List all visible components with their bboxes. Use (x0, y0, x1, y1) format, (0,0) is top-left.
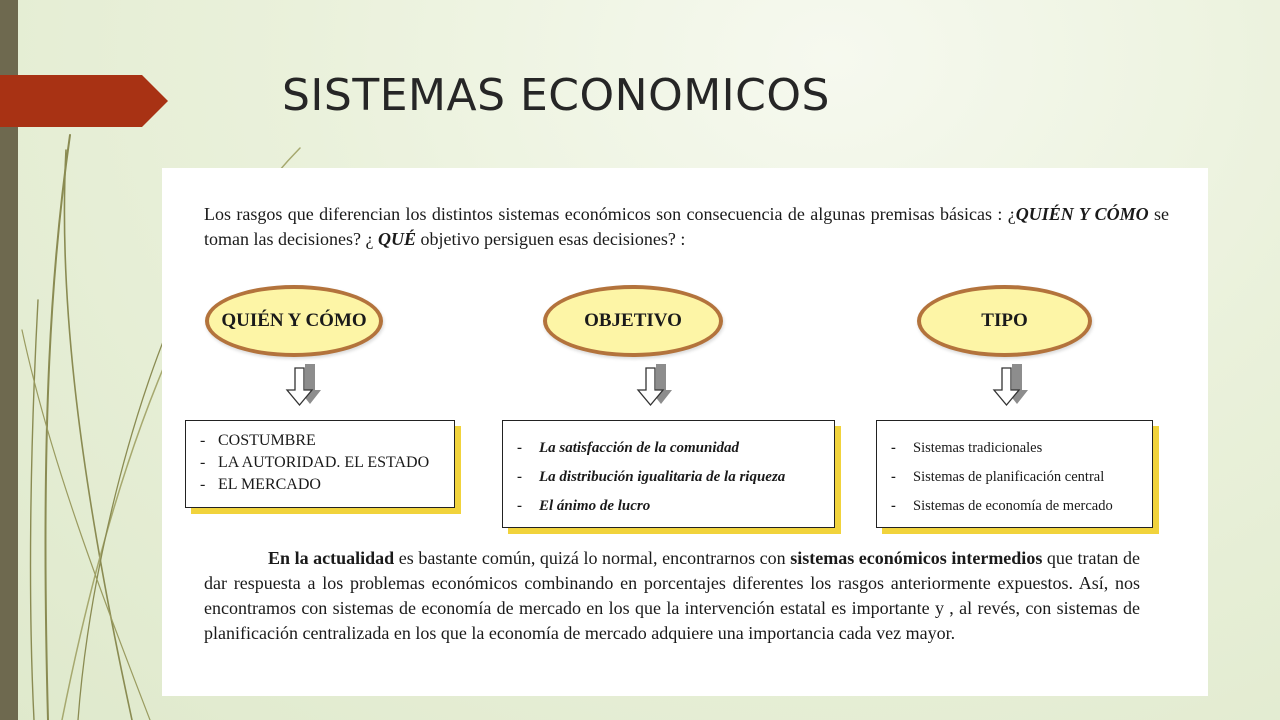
oval-label: QUIÉN Y CÓMO (221, 310, 367, 331)
intro-paragraph (204, 202, 1169, 252)
dash-bullet: - (891, 440, 896, 456)
down-arrow-icon (282, 364, 332, 410)
box-tipo (876, 420, 1153, 528)
oval-label: OBJETIVO (584, 310, 682, 331)
intro-emphasis-que: QUÉ (377, 229, 416, 249)
intro-text-2: se toman las decisiones? ¿ (204, 204, 1170, 249)
conclusion-bold-1: En la actualidad (268, 548, 395, 568)
list-tipo (891, 434, 1152, 521)
list-objetivo (517, 434, 834, 521)
dash-bullet: - (517, 469, 522, 485)
oval-tipo (917, 285, 1092, 357)
conclusion-text-2: que tratan de dar respuesta a los problemas económicos combinando en porcentajes diferentes los rasgos anteriormente expuestos. Así, nos encontramos con sistemas de economía de mercado en los que la intervención estatal es importante y , al revés, con sistemas de planificación centralizada en los que la economía de mercado adquiere una importancia cada vez mayor. (204, 548, 1140, 643)
down-arrow-icon (989, 364, 1039, 410)
conclusion-bold-2: sistemas económicos intermedios (790, 548, 1043, 568)
dash-bullet: - (200, 454, 206, 471)
list-item (891, 492, 1152, 521)
item-text: Sistemas tradicionales (913, 440, 1043, 456)
title-arrow-marker (0, 75, 168, 127)
item-text: Sistemas de planificación central (913, 469, 1105, 485)
dash-bullet: - (517, 440, 522, 456)
item-text: LA AUTORIDAD. EL ESTADO (218, 454, 430, 471)
box-objetivo (502, 420, 835, 528)
slide-title: SISTEMAS ECONOMICOS (282, 70, 830, 121)
item-text: El ánimo de lucro (539, 498, 651, 514)
oval-quien-como (205, 285, 383, 357)
list-item (517, 492, 834, 521)
list-quien-como (200, 430, 454, 496)
list-item (200, 474, 454, 496)
down-arrow-icon (633, 364, 683, 410)
dash-bullet: - (891, 469, 896, 485)
intro-emphasis-quien-como: QUIÉN Y CÓMO (1015, 204, 1149, 224)
dash-bullet: - (200, 432, 206, 449)
item-text: La distribución igualitaria de la riqueza (539, 469, 786, 485)
conclusion-text-1: es bastante común, quizá lo normal, encontrarnos con (394, 548, 791, 568)
item-text: La satisfacción de la comunidad (539, 440, 739, 456)
intro-text-3: objetivo persiguen esas decisiones? : (415, 229, 686, 249)
list-item (891, 463, 1152, 492)
intro-text-1: Los rasgos que diferencian los distintos sistemas económicos son consecuencia de algunas premisas básicas : ¿ (204, 204, 1016, 224)
item-text: EL MERCADO (218, 476, 321, 493)
list-item (200, 452, 454, 474)
list-item (517, 463, 834, 492)
oval-label: TIPO (981, 310, 1028, 331)
content-panel (162, 168, 1208, 696)
list-item (517, 434, 834, 463)
conclusion-paragraph (204, 546, 1140, 646)
dash-bullet: - (200, 476, 206, 493)
list-item (200, 430, 454, 452)
list-item (891, 434, 1152, 463)
dash-bullet: - (891, 498, 896, 514)
item-text: Sistemas de economía de mercado (913, 498, 1113, 514)
box-quien-como (185, 420, 455, 508)
dash-bullet: - (517, 498, 522, 514)
oval-objetivo (543, 285, 723, 357)
item-text: COSTUMBRE (218, 432, 316, 449)
